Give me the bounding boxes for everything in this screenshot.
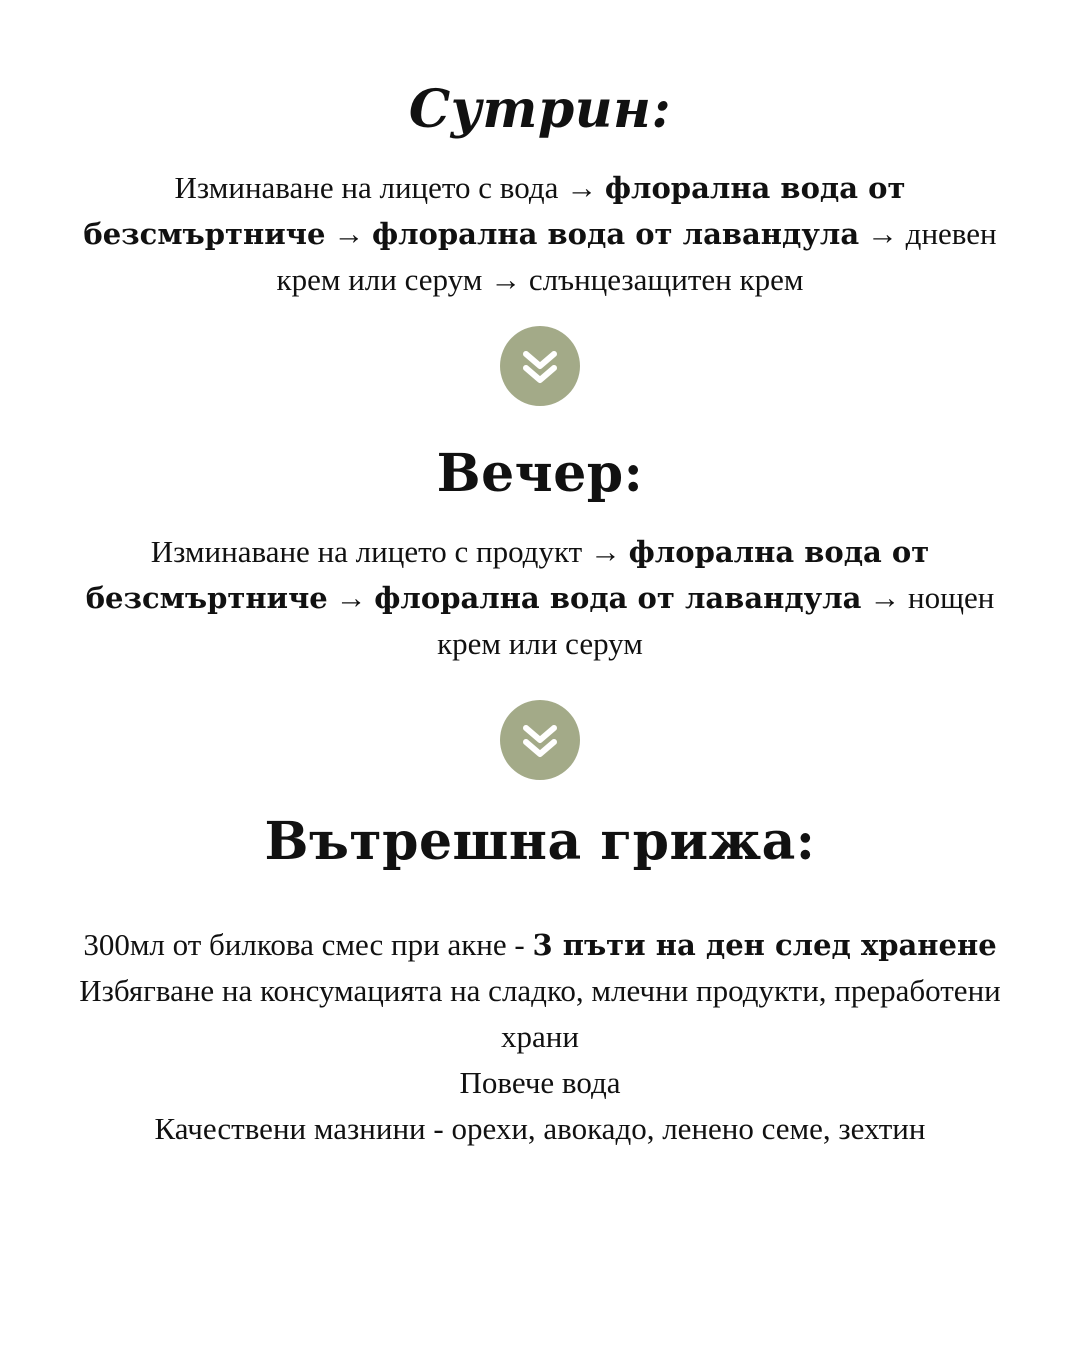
arrow: → [869,580,901,615]
morning-step-2: флорална вода от безсмъртниче [83,171,906,251]
morning-step-5: слънцезащитен крем [528,262,804,297]
arrow: → [333,216,365,251]
arrow: → [566,170,598,205]
internal-item-4: Качествени мазнини - орехи, авокадо, ленено семе, зехтин [154,1111,926,1146]
arrow: → [589,534,621,569]
evening-step-4: нощен крем или серум [437,580,995,661]
evening-routine [60,529,1020,667]
morning-step-1: Изминаване на лицето с вода [174,170,559,205]
double-chevron-down-icon [500,326,580,406]
internal-item-1-text: 300мл от билкова смес при акне - [83,927,533,962]
arrow: → [490,262,522,297]
internal-item-2: Избягване на консумацията на сладко, млечни продукти, преработени храни [79,973,1001,1054]
morning-step-3: флорална вода от лавандула [371,217,860,251]
internal-care-list [60,922,1020,1152]
double-chevron-down-icon [500,700,580,780]
evening-step-3: флорална вода от лавандула [374,581,862,615]
internal-item-1-bold: 3 пъти на ден след хранене [532,928,997,962]
morning-routine [60,165,1020,303]
internal-item-1 [60,922,1020,968]
arrow: → [866,216,898,251]
evening-step-2: флорална вода от безсмъртниче [85,535,930,615]
morning-title: Сутрин: [408,79,672,140]
arrow: → [335,580,367,615]
morning-step-4: дневен крем или серум [276,216,997,297]
evening-title: Вечер: [436,443,644,504]
internal-item-3: Повече вода [459,1065,621,1100]
evening-step-1: Изминаване на лицето с продукт [150,534,583,569]
internal-care-title: Вътрешна грижа: [264,811,816,872]
